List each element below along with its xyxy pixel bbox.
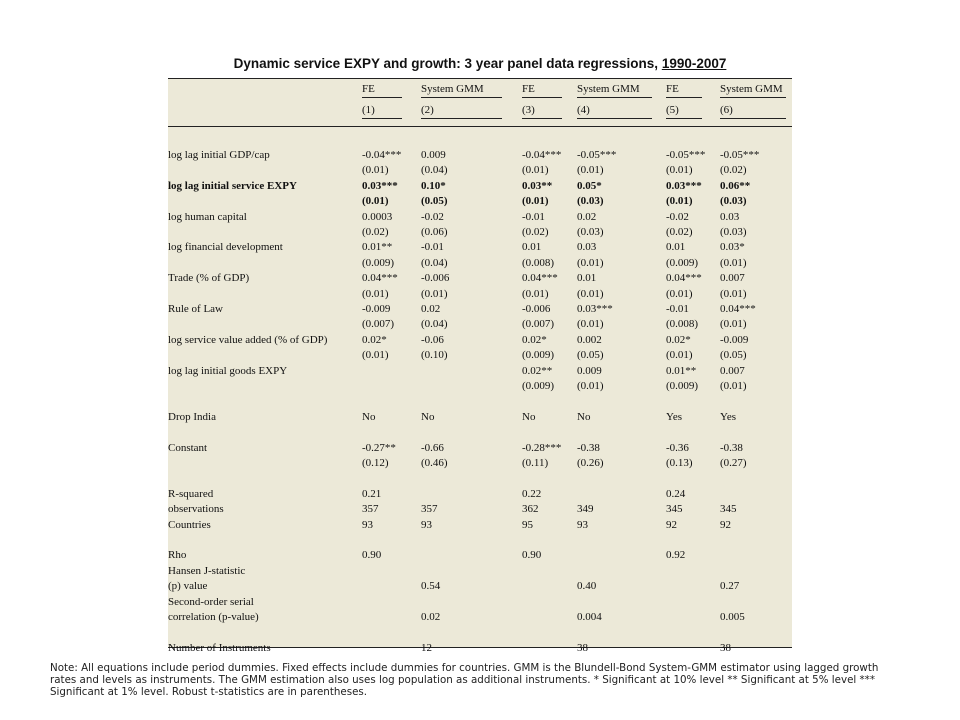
row-label: log lag initial service EXPY — [168, 179, 297, 192]
table-cell: No — [421, 410, 435, 423]
table-cell: 345 — [720, 503, 737, 516]
table-cell: -0.02 — [666, 210, 689, 223]
table-cell: No — [522, 410, 536, 423]
table-cell: (0.03) — [720, 226, 747, 238]
table-cell: (0.01) — [362, 287, 389, 300]
regression-table — [168, 78, 792, 654]
table-cell: 0.009 — [421, 149, 446, 161]
method-header: FE — [522, 83, 535, 95]
table-cell: (0.01) — [720, 380, 747, 392]
table-cell: 38 — [720, 641, 731, 654]
table-cell: (0.009) — [362, 256, 395, 269]
table-cell: 0.005 — [720, 611, 745, 623]
table-cell: 362 — [522, 503, 539, 516]
table-cell: 93 — [362, 518, 373, 531]
table-cell: 0.21 — [362, 487, 382, 500]
table-cell: (0.01) — [577, 164, 604, 177]
table-cell: -0.01 — [421, 241, 444, 254]
table-cell: 0.03 — [720, 210, 740, 223]
table-cell: 0.90 — [362, 549, 382, 562]
table-cell: (0.01) — [522, 164, 549, 177]
table-cell: 0.05* — [577, 179, 602, 192]
row-label: log lag initial goods EXPY — [168, 364, 288, 377]
model-number-header: (4) — [577, 104, 590, 116]
table-cell: -0.01 — [666, 303, 689, 315]
table-cell: (0.05) — [421, 195, 448, 208]
table-cell: (0.007) — [522, 318, 555, 331]
table-cell: 0.01** — [666, 364, 697, 377]
method-header: System GMM — [577, 83, 640, 95]
table-cell: 0.03*** — [577, 303, 613, 315]
table-cell: 0.27 — [720, 580, 740, 593]
row-label: R-squared — [168, 487, 214, 500]
table-cell: -0.009 — [362, 303, 391, 315]
table-cell: -0.009 — [720, 333, 749, 346]
table-cell: 92 — [720, 518, 731, 531]
table-cell: (0.009) — [666, 256, 699, 269]
model-number-header: (1) — [362, 104, 375, 116]
table-cell: 0.007 — [720, 272, 745, 285]
table-cell: (0.01) — [362, 164, 389, 177]
table-cell: 357 — [421, 503, 438, 516]
table-cell: (0.01) — [666, 164, 693, 177]
table-cell: 0.01 — [666, 241, 686, 254]
table-cell: 93 — [421, 518, 432, 531]
row-label: Number of Instruments — [168, 641, 271, 654]
table-cell: -0.05*** — [577, 149, 617, 161]
table-cell: 0.02* — [522, 333, 547, 346]
table-cell: -0.38 — [720, 441, 743, 454]
table-title — [0, 56, 960, 71]
row-label: log lag initial GDP/cap — [168, 149, 270, 161]
table-cell: 95 — [522, 518, 533, 531]
method-header: System GMM — [421, 83, 484, 95]
table-cell: 0.02 — [577, 210, 597, 223]
row-label: log human capital — [168, 210, 247, 223]
table-cell: -0.06 — [421, 333, 444, 346]
table-cell: -0.04*** — [362, 149, 402, 161]
table-cell: 0.02* — [362, 333, 387, 346]
row-label: correlation (p-value) — [168, 611, 259, 623]
table-cell: (0.009) — [666, 380, 699, 392]
table-cell: 0.04*** — [362, 272, 398, 285]
table-cell: 0.92 — [666, 549, 686, 562]
table-cell: Yes — [720, 410, 737, 423]
table-cell: -0.006 — [522, 303, 551, 315]
table-cell: 0.03* — [720, 241, 745, 254]
row-label: Hansen J-statistic — [168, 564, 246, 577]
table-cell: (0.01) — [362, 195, 389, 208]
table-cell: 0.02 — [421, 611, 441, 623]
table-cell: (0.13) — [666, 457, 693, 469]
column-header-rule — [577, 118, 652, 119]
table-cell: 0.01** — [362, 241, 393, 254]
table-cell: (0.02) — [666, 226, 693, 238]
table-cell: 0.04*** — [666, 272, 702, 285]
table-cell: (0.01) — [666, 349, 693, 362]
table-top-rule — [168, 78, 792, 79]
table-cell: (0.01) — [421, 287, 448, 300]
table-cell: (0.06) — [421, 226, 448, 238]
row-label: observations — [168, 503, 224, 516]
table-cell: 12 — [421, 641, 432, 654]
table-cell: (0.01) — [720, 287, 747, 300]
table-cell: (0.007) — [362, 318, 395, 331]
table-cell: 0.03 — [577, 241, 597, 254]
table-cell: 38 — [577, 641, 588, 654]
column-header-rule — [362, 97, 402, 98]
table-cell: (0.10) — [421, 349, 448, 362]
table-cell: 0.22 — [522, 487, 542, 500]
table-cell: (0.46) — [421, 457, 448, 469]
column-header-rule — [720, 118, 786, 119]
table-note: Note: All equations include period dummies. Fixed effects include dummies for countries. GMM is the Blundell-Bond System-GMM estimator using lagged growth rates and levels as instruments. The GMM estimation also uses log population as additional instruments. * Significant at 10% level ** Significant at 5% level *** Significant at 1% level. Robust t-statistics are in parentheses. — [50, 662, 879, 698]
table-cell: (0.01) — [720, 318, 747, 331]
table-cell: -0.28*** — [522, 441, 562, 454]
table-cell: -0.27** — [362, 441, 396, 454]
column-header-rule — [666, 97, 702, 98]
table-cell: (0.03) — [577, 195, 604, 208]
table-cell: -0.36 — [666, 441, 689, 454]
table-cell: (0.009) — [522, 349, 555, 362]
table-cell: (0.01) — [666, 287, 693, 300]
column-header-rule — [720, 97, 786, 98]
row-label: Countries — [168, 518, 211, 531]
table-cell: (0.02) — [720, 164, 747, 177]
table-cell: (0.12) — [362, 457, 389, 469]
method-header: FE — [666, 83, 679, 95]
table-cell: (0.02) — [362, 226, 389, 238]
table-cell: 0.007 — [720, 364, 745, 377]
table-cell: No — [577, 410, 591, 423]
table-cell: -0.02 — [421, 210, 444, 223]
table-cell: (0.01) — [362, 349, 389, 362]
table-cell: (0.26) — [577, 457, 604, 469]
row-label: Drop India — [168, 410, 216, 423]
table-cell: 0.24 — [666, 487, 686, 500]
table-cell: 349 — [577, 503, 594, 516]
table-cell: (0.04) — [421, 256, 448, 269]
table-cell: (0.27) — [720, 457, 747, 469]
table-cell: (0.11) — [522, 457, 549, 469]
table-cell: 0.90 — [522, 549, 542, 562]
table-cell: 0.01 — [522, 241, 542, 254]
model-number-header: (6) — [720, 104, 733, 116]
table-cell: -0.38 — [577, 441, 600, 454]
model-number-header: (3) — [522, 104, 535, 116]
table-cell: 0.02* — [666, 333, 691, 346]
table-cell: 0.04*** — [720, 303, 756, 315]
table-cell: (0.03) — [577, 226, 604, 238]
title-text: Dynamic service EXPY and growth: 3 year panel data regressions, — [233, 56, 662, 71]
table-cell: (0.02) — [522, 226, 549, 238]
table-cell: (0.04) — [421, 318, 448, 331]
table-cell: 0.06** — [720, 179, 751, 192]
table-cell: 0.03*** — [666, 179, 702, 192]
row-label: log financial development — [168, 241, 283, 254]
table-cell: (0.01) — [577, 287, 604, 300]
table-cell: 92 — [666, 518, 677, 531]
row-label: log service value added (% of GDP) — [168, 333, 328, 346]
table-cell: No — [362, 410, 376, 423]
table-header-rule — [168, 126, 792, 127]
column-header-rule — [362, 118, 402, 119]
column-header-rule — [421, 118, 502, 119]
table-cell: (0.009) — [522, 380, 555, 392]
row-label: Trade (% of GDP) — [168, 272, 250, 285]
row-label: Constant — [168, 441, 208, 454]
model-number-header: (5) — [666, 104, 679, 116]
title-years: 1990-2007 — [661, 56, 727, 71]
table-cell: 0.02 — [421, 303, 441, 315]
table-cell: 0.01 — [577, 272, 597, 285]
table-cell: (0.008) — [666, 318, 699, 331]
table-cell: 0.009 — [577, 364, 602, 377]
table-cell: (0.03) — [720, 195, 747, 208]
table-cell: 0.04*** — [522, 272, 558, 285]
method-header: FE — [362, 83, 375, 95]
table-cell: (0.05) — [720, 349, 747, 362]
table-cell: 0.0003 — [362, 210, 393, 223]
table-cell: (0.01) — [577, 380, 604, 392]
table-cell: (0.01) — [577, 256, 604, 269]
table-cell: 0.03*** — [362, 179, 398, 192]
table-cell: (0.01) — [666, 195, 693, 208]
table-cell: 0.40 — [577, 580, 597, 593]
table-cell: -0.66 — [421, 441, 444, 454]
table-cell: (0.01) — [522, 195, 549, 208]
table-cell: -0.04*** — [522, 149, 562, 161]
table-cell: 0.02** — [522, 364, 553, 377]
column-header-rule — [666, 118, 702, 119]
table-cell: 0.10* — [421, 179, 446, 192]
table-cell: 0.002 — [577, 333, 602, 346]
table-cell: -0.05*** — [720, 149, 760, 161]
table-cell: -0.05*** — [666, 149, 706, 161]
table-cell: (0.008) — [522, 256, 555, 269]
table-cell: 357 — [362, 503, 379, 516]
column-header-rule — [421, 97, 502, 98]
table-cell: 0.54 — [421, 580, 441, 593]
model-number-header: (2) — [421, 104, 434, 116]
table-cell: 0.004 — [577, 611, 602, 623]
column-header-rule — [577, 97, 652, 98]
table-cell: 0.03** — [522, 179, 553, 192]
table-cell: (0.01) — [720, 256, 747, 269]
table-cell: (0.01) — [577, 318, 604, 331]
table-cell: -0.006 — [421, 272, 450, 285]
table-cell: (0.05) — [577, 349, 604, 362]
row-label: (p) value — [168, 580, 208, 593]
table-cell: 93 — [577, 518, 588, 531]
column-header-rule — [522, 118, 562, 119]
method-header: System GMM — [720, 83, 783, 95]
table-cell: (0.01) — [522, 287, 549, 300]
column-header-rule — [522, 97, 562, 98]
row-label: Rho — [168, 549, 187, 562]
row-label: Second-order serial — [168, 595, 254, 608]
table-cell: (0.04) — [421, 164, 448, 177]
table-cell: 345 — [666, 503, 683, 516]
table-cell: -0.01 — [522, 210, 545, 223]
row-label: Rule of Law — [168, 303, 223, 315]
table-cell: Yes — [666, 410, 683, 423]
